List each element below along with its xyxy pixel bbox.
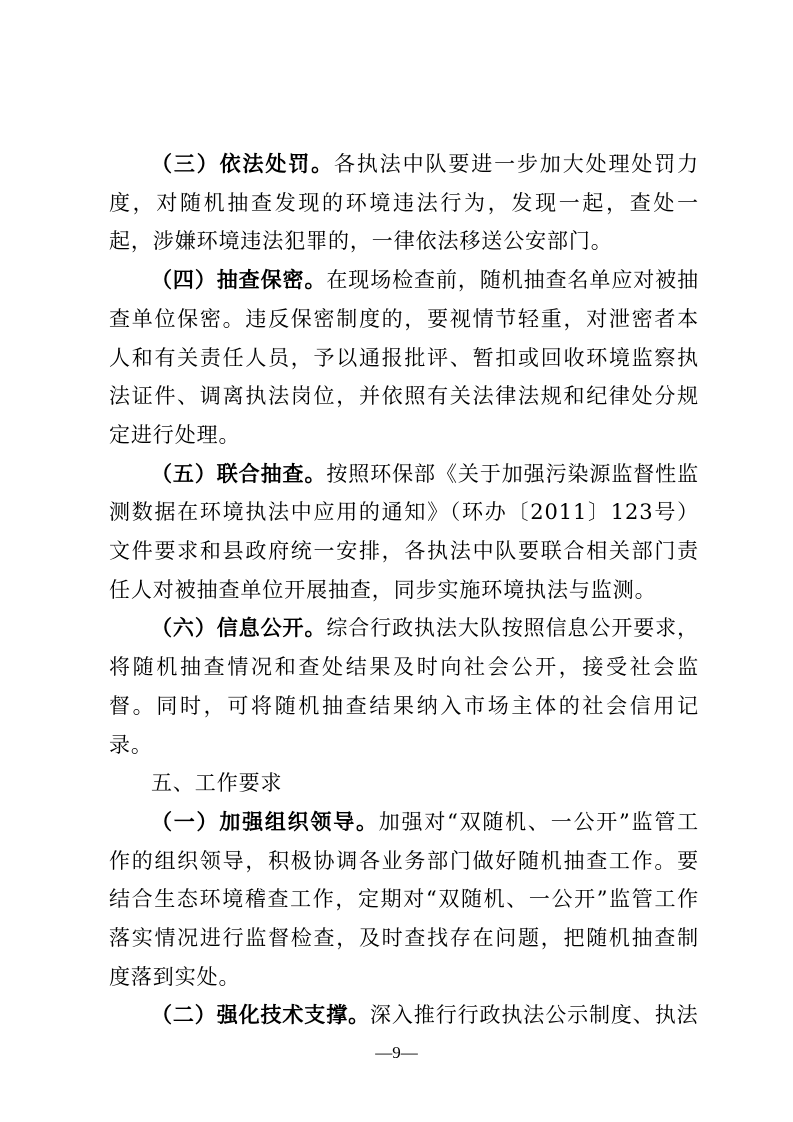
section-title: 五、工作要求 (151, 771, 283, 796)
paragraph-technical-support (109, 996, 699, 1035)
paragraph-inspection-confidentiality (109, 261, 699, 455)
paragraph-text: 综合行政执法大队按照信息公开要求，将随机抽查情况和查处结果及时向社会公开，接受社会监督。同时，可将随机抽查结果纳入市场主体的社会信用记录。 (109, 616, 699, 757)
paragraph-text: 按照环保部《关于加强污染源监督性监测数据在环境执法中应用的通知》（环办〔2011〕123号）文件要求和县政府统一安排，各执法中队要联合相关部门责任人对被抽查单位开展抽查，同步实施环境执法与监测。 (109, 461, 699, 602)
paragraph-strengthen-leadership (109, 803, 699, 997)
document-body (109, 145, 699, 1035)
paragraph-text: 加强对“双随机、一公开”监管工作的组织领导，积极协调各业务部门做好随机抽查工作。要结合生态环境稽查工作，定期对“双随机、一公开”监管工作落实情况进行监督检查，及时查找存在问题，把随机抽查制度落到实处。 (109, 809, 699, 989)
paragraph-text: 深入推行行政执法公示制度、执法 (370, 1003, 699, 1028)
paragraph-information-disclosure (109, 609, 699, 764)
page-number: —9— (375, 1043, 418, 1062)
paragraph-text: 在现场检查前，随机抽查名单应对被抽查单位保密。违反保密制度的，要视情节轻重，对泄密者本人和有关责任人员，予以通报批评、暂扣或回收环境监察执法证件、调离执法岗位，并依照有关法律法规和纪律处分规定进行处理。 (109, 268, 699, 447)
paragraph-text: 各执法中队要进一步加大处理处罚力度，对随机抽查发现的环境违法行为，发现一起，查处一起，涉嫌环境违法犯罪的，一律依法移送公安部门。 (109, 152, 700, 254)
paragraph-legal-penalty (109, 145, 699, 261)
paragraph-heading: （三）依法处罚。 (151, 152, 334, 176)
paragraph-heading: （五）联合抽查。 (151, 461, 327, 486)
paragraph-heading: （六）信息公开。 (151, 616, 327, 641)
paragraph-heading: （二）强化技术支撑。 (151, 1003, 370, 1028)
paragraph-heading: （四）抽查保密。 (151, 268, 327, 293)
paragraph-heading: （一）加强组织领导。 (151, 809, 379, 834)
paragraph-joint-inspection (109, 455, 699, 610)
